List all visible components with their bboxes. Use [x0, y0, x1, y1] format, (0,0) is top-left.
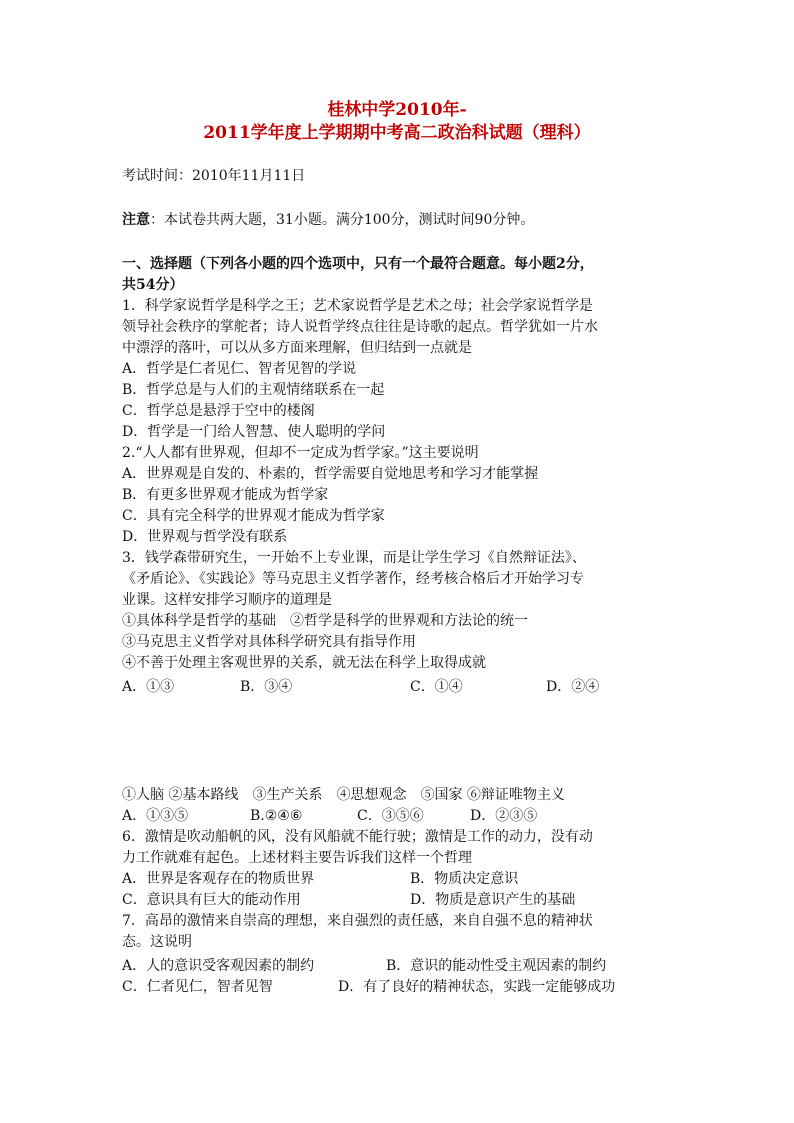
q7-option-d: D．有了良好的精神状态，实践一定能够成功 [338, 979, 616, 995]
q7-stem-line: 7．高昂的激情来自崇高的理想，来自强烈的责任感，来自自强不息的精神状 [122, 913, 593, 929]
q3-option-b: B．③④ [240, 679, 293, 695]
q2-option-b: B．有更多世界观才能成为哲学家 [122, 487, 329, 503]
q2-option-c: C．具有完全科学的世界观才能成为哲学家 [122, 508, 385, 524]
q3-stem-line: 《矛盾论》、《实践论》等马克思主义哲学著作，经考核合格后才开始学习专 [122, 571, 584, 587]
q2-stem-line: 2.“人人都有世界观，但却不一定成为哲学家。”这主要说明 [122, 445, 479, 461]
q6-stem-line: 力工作就难有起色。上述材料主要告诉我们这样一个哲理 [122, 850, 472, 866]
q7-option-a: A．人的意识受客观因素的制约 [122, 958, 315, 974]
exam-time: 考试时间：2010年11月11日 [122, 168, 306, 184]
note-text: ：本试卷共两大题，31小题。满分100分，测试时间90分钟。 [150, 212, 535, 228]
note-label: 注意 [122, 212, 150, 228]
q5-option-b: B.②④⑥ [250, 808, 303, 824]
q3-stem-line: 3．钱学森带研究生，一开始不上专业课，而是让学生学习《自然辩证法》、 [122, 550, 586, 566]
q6-stem-line: 6．激情是吹动船帆的风，没有风船就不能行驶；激情是工作的动力，没有动 [122, 829, 593, 845]
section1-heading-line1: 一、选择题（下列各小题的四个选项中，只有一个最符合题意。每小题2分， [122, 256, 594, 272]
q7-option-c: C．仁者见仁，智者见智 [122, 979, 273, 995]
q5-option-d: D．②③⑤ [470, 808, 538, 824]
q6-option-d: D．物质是意识产生的基础 [410, 892, 576, 908]
q1-option-c: C．哲学总是悬浮于空中的楼阁 [122, 403, 315, 419]
q7-option-b: B．意识的能动性受主观因素的制约 [386, 958, 607, 974]
q6-option-c: C．意识具有巨大的能动作用 [122, 892, 301, 908]
q1-stem-line: 1．科学家说哲学是科学之王；艺术家说哲学是艺术之母；社会学家说哲学是 [122, 298, 593, 314]
q2-option-a: A．世界观是自发的、朴素的，哲学需要自觉地思考和学习才能掌握 [122, 466, 539, 482]
q3-stem-line: 业课。这样安排学习顺序的道理是 [122, 592, 332, 608]
q1-option-a: A．哲学是仁者见仁、智者见智的学说 [122, 361, 357, 377]
q5-items-line: ①人脑 ②基本路线 ③生产关系 ④思想观念 ⑤国家 ⑥辩证唯物主义 [122, 787, 565, 803]
q3-option-a: A．①③ [122, 679, 175, 695]
q3-statement: ①具体科学是哲学的基础 ②哲学是科学的世界观和方法论的统一 [122, 613, 528, 629]
q3-option-c: C．①④ [410, 679, 463, 695]
q5-option-a: A．①③⑤ [122, 808, 189, 824]
q1-stem-line: 领导社会秩序的掌舵者；诗人说哲学终点往往是诗歌的起点。哲学犹如一片水 [122, 319, 598, 335]
q3-statement: ④不善于处理主客观世界的关系，就无法在科学上取得成就 [122, 655, 486, 671]
q1-option-b: B．哲学总是与人们的主观情绪联系在一起 [122, 382, 385, 398]
exam-note [122, 210, 534, 231]
q1-stem-line: 中漂浮的落叶，可以从多方面来理解，但归结到一点就是 [122, 340, 472, 356]
section1-heading-line2: 共54分） [122, 277, 184, 293]
q1-option-d: D．哲学是一门给人智慧、使人聪明的学问 [122, 424, 386, 440]
exam-title-line2: 2011学年度上学期期中考高二政治科试题（理科） [203, 123, 591, 143]
exam-title-line1: 桂林中学2010年- [327, 100, 467, 120]
q3-statement: ③马克思主义哲学对具体科学研究具有指导作用 [122, 634, 416, 650]
q6-option-a: A．世界是客观存在的物质世界 [122, 871, 315, 887]
q3-option-d: D．②④ [546, 679, 600, 695]
q5-option-c: C．③⑤⑥ [357, 808, 424, 824]
q7-stem-line: 态。这说明 [122, 934, 192, 950]
q2-option-d: D．世界观与哲学没有联系 [122, 529, 288, 545]
q6-option-b: B．物质决定意识 [410, 871, 519, 887]
